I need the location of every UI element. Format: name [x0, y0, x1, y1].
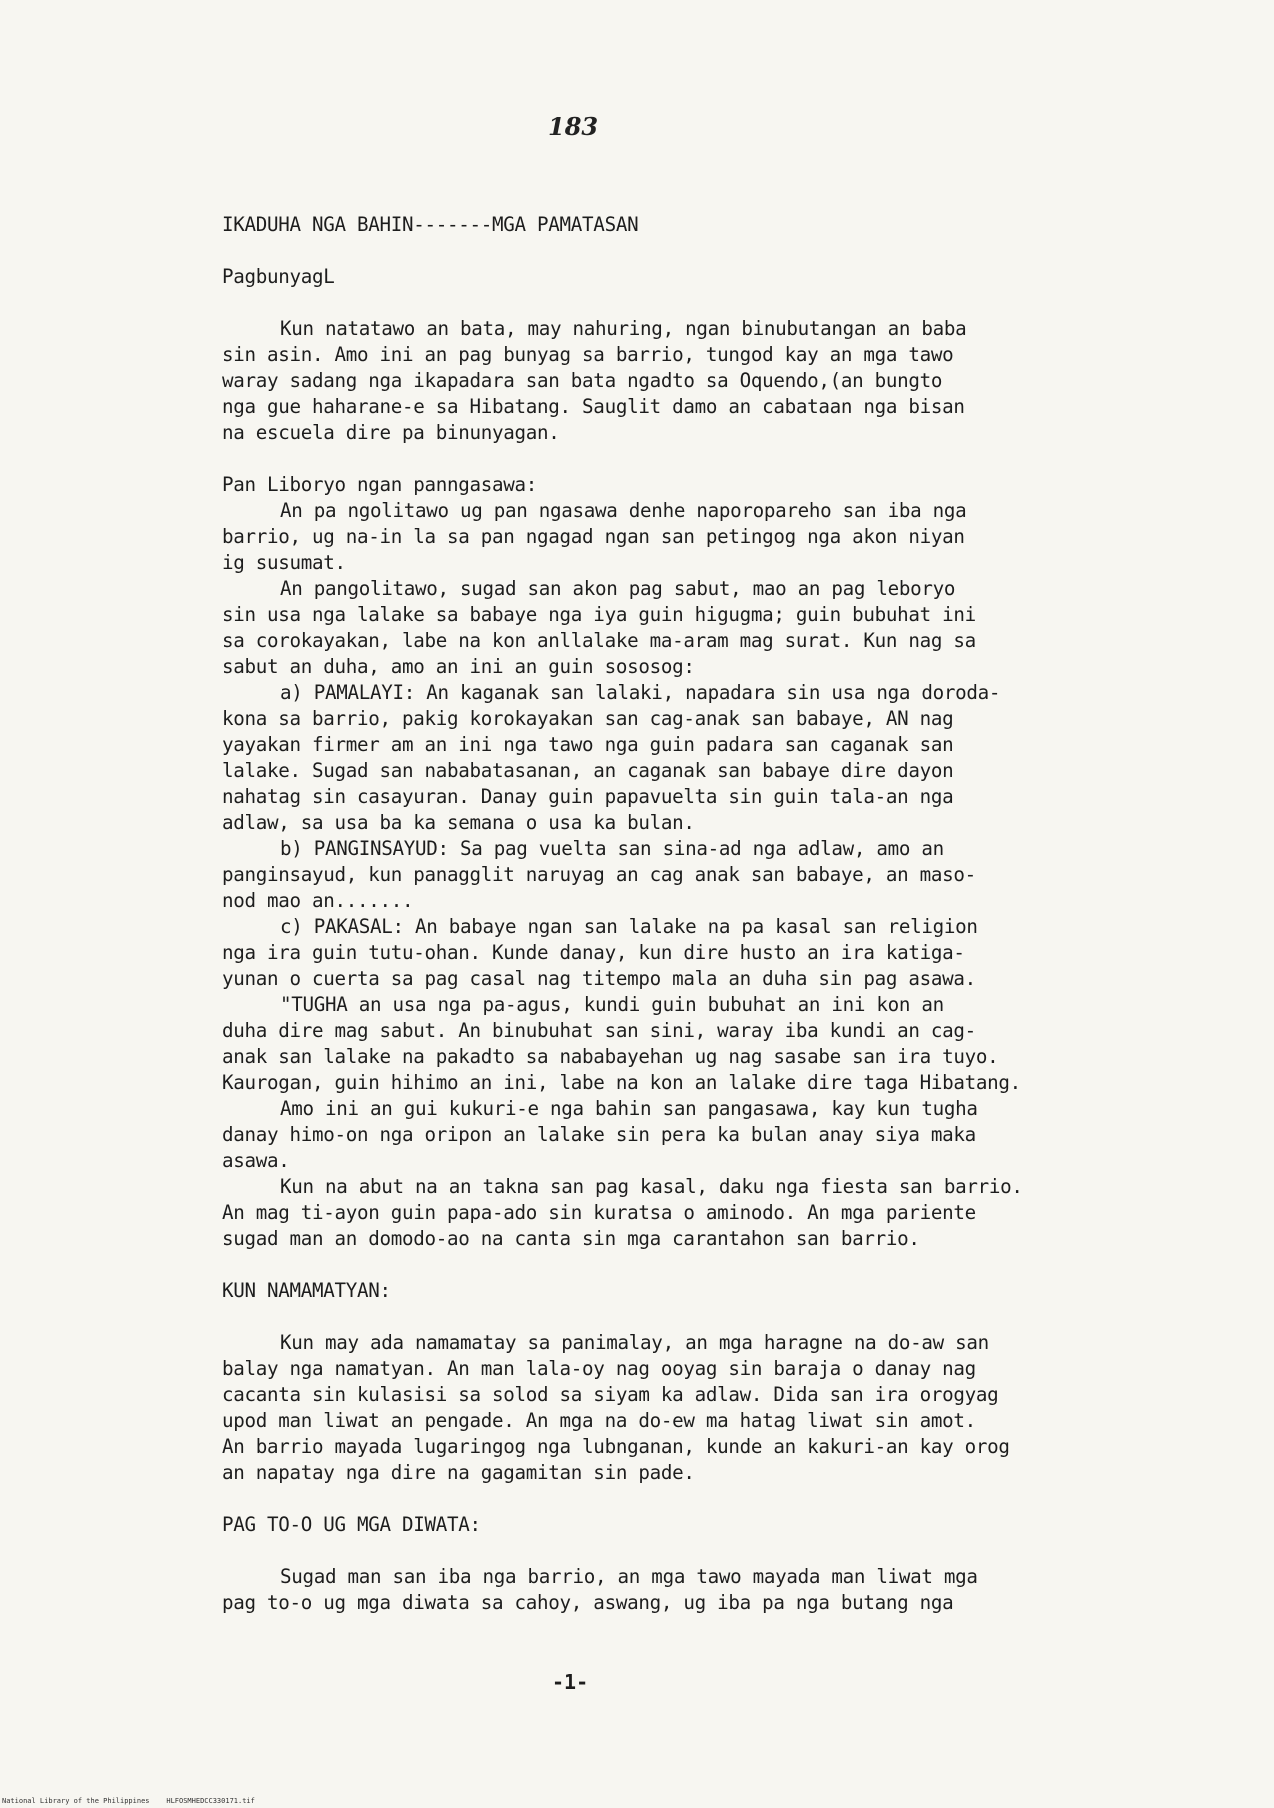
text-line: An barrio mayada lugaringog nga lubnganan, kunde an kakuri-an kay orog	[222, 1435, 1010, 1458]
text-line: ig susumat.	[222, 551, 346, 574]
text-line: pag to-o ug mga diwata sa cahoy, aswang, ug iba pa nga butang nga	[222, 1591, 954, 1614]
text-line: danay himo-on nga oripon an lalake sin pera ka bulan anay siya maka	[222, 1123, 976, 1146]
paragraph	[222, 680, 1122, 836]
page-number: -1-	[552, 1670, 589, 1694]
text-line: Kaurogan, guin hihimo an ini, labe na kon an lalake dire taga Hibatang.	[222, 1071, 1021, 1094]
text-line: barrio, ug na-in la sa pan ngagad ngan san petingog nga akon niyan	[222, 525, 965, 548]
text-line: sin usa nga lalake sa babaye nga iya guin higugma; guin bubuhat ini	[222, 603, 976, 626]
text-line: asawa.	[222, 1149, 290, 1172]
text-line: c) PAKASAL: An babaye ngan san lalake na pa kasal san religion	[280, 915, 978, 938]
text-line: kona sa barrio, pakig korokayakan san cag-anak san babaye, AN nag	[222, 707, 954, 730]
text-line: An pa ngolitawo ug pan ngasawa denhe naporopareho san iba nga	[280, 499, 967, 522]
paragraph	[222, 836, 1122, 914]
section-heading: Pan Liboryo ngan panngasawa:	[222, 473, 538, 496]
text-line: Kun natatawo an bata, may nahuring, ngan binubutangan an baba	[280, 317, 967, 340]
text-line: balay nga namatyan. An man lala-oy nag ooyag sin baraja o danay nag	[222, 1357, 976, 1380]
text-line: upod man liwat an pengade. An mga na do-ew ma hatag liwat sin amot.	[222, 1409, 976, 1432]
section-heading: PagbunyagL	[222, 265, 335, 288]
section-heading: KUN NAMAMATYAN:	[222, 1279, 391, 1302]
paragraph	[222, 576, 1122, 680]
text-line: Kun na abut na an takna san pag kasal, daku nga fiesta san barrio.	[280, 1175, 1023, 1198]
sections-container	[222, 264, 1122, 1616]
text-line: An pangolitawo, sugad san akon pag sabut, mao an pag leboryo	[280, 577, 956, 600]
section-heading: PAG TO-O UG MGA DIWATA:	[222, 1513, 481, 1536]
text-line: "TUGHA an usa nga pa-agus, kundi guin bubuhat an ini kon an	[280, 993, 944, 1016]
text-line: lalake. Sugad san nababatasanan, an caganak san babaye dire dayon	[222, 759, 954, 782]
paragraph	[222, 992, 1122, 1096]
text-line: na escuela dire pa binunyagan.	[222, 421, 560, 444]
text-line: adlaw, sa usa ba ka semana o usa ka bulan.	[222, 811, 695, 834]
document-body	[222, 212, 1122, 1616]
paragraph	[222, 1330, 1122, 1486]
text-line: An mag ti-ayon guin papa-ado sin kuratsa o aminodo. An mga pariente	[222, 1201, 976, 1224]
paragraph	[222, 316, 1122, 446]
text-line: yayakan firmer am an ini nga tawo nga guin padara san caganak san	[222, 733, 954, 756]
text-line: Amo ini an gui kukuri-e nga bahin san pangasawa, kay kun tugha	[280, 1097, 978, 1120]
handwritten-page-number: 183	[548, 112, 599, 141]
text-line: nod mao an.......	[222, 889, 414, 912]
paragraph	[222, 1564, 1122, 1616]
text-line: sugad man an domodo-ao na canta sin mga carantahon san barrio.	[222, 1227, 920, 1250]
text-line: Kun may ada namamatay sa panimalay, an mga haragne na do-aw san	[280, 1331, 989, 1354]
paragraph	[222, 1174, 1122, 1252]
text-line: duha dire mag sabut. An binubuhat san sini, waray iba kundi an cag-	[222, 1019, 976, 1042]
text-line: b) PANGINSAYUD: Sa pag vuelta san sina-ad nga adlaw, amo an	[280, 837, 944, 860]
text-line: a) PAMALAYI: An kaganak san lalaki, napadara sin usa nga doroda-	[280, 681, 1001, 704]
text-line: yunan o cuerta sa pag casal nag titempo mala an duha sin pag asawa.	[222, 967, 976, 990]
section-title: IKADUHA NGA BAHIN-------MGA PAMATASAN	[222, 213, 639, 236]
text-line: Sugad man san iba nga barrio, an mga tawo mayada man liwat mga	[280, 1565, 978, 1588]
text-line: sabut an duha, amo an ini an guin sososog:	[222, 655, 695, 678]
footer-caption: National Library of the Philippines HLFOSMHEDCC330171.tif	[2, 1797, 255, 1805]
text-line: anak san lalake na pakadto sa nababayehan ug nag sasabe san ira tuyo.	[222, 1045, 999, 1068]
text-line: cacanta sin kulasisi sa solod sa siyam ka adlaw. Dida san ira orogyag	[222, 1383, 999, 1406]
text-line: panginsayud, kun panagglit naruyag an cag anak san babaye, an maso-	[222, 863, 976, 886]
text-line: waray sadang nga ikapadara san bata ngadto sa Oquendo,(an bungto	[222, 369, 943, 392]
text-line: sin asin. Amo ini an pag bunyag sa barrio, tungod kay an mga tawo	[222, 343, 954, 366]
paragraph	[222, 1096, 1122, 1174]
text-line: nga ira guin tutu-ohan. Kunde danay, kun dire husto an ira katiga-	[222, 941, 965, 964]
paragraph	[222, 498, 1122, 576]
text-line: nahatag sin casayuran. Danay guin papavuelta sin guin tala-an nga	[222, 785, 954, 808]
text-line: an napatay nga dire na gagamitan sin pade.	[222, 1461, 695, 1484]
text-line: nga gue haharane-e sa Hibatang. Sauglit damo an cabataan nga bisan	[222, 395, 965, 418]
text-line: sa corokayakan, labe na kon anllalake ma-aram mag surat. Kun nag sa	[222, 629, 976, 652]
paragraph	[222, 914, 1122, 992]
